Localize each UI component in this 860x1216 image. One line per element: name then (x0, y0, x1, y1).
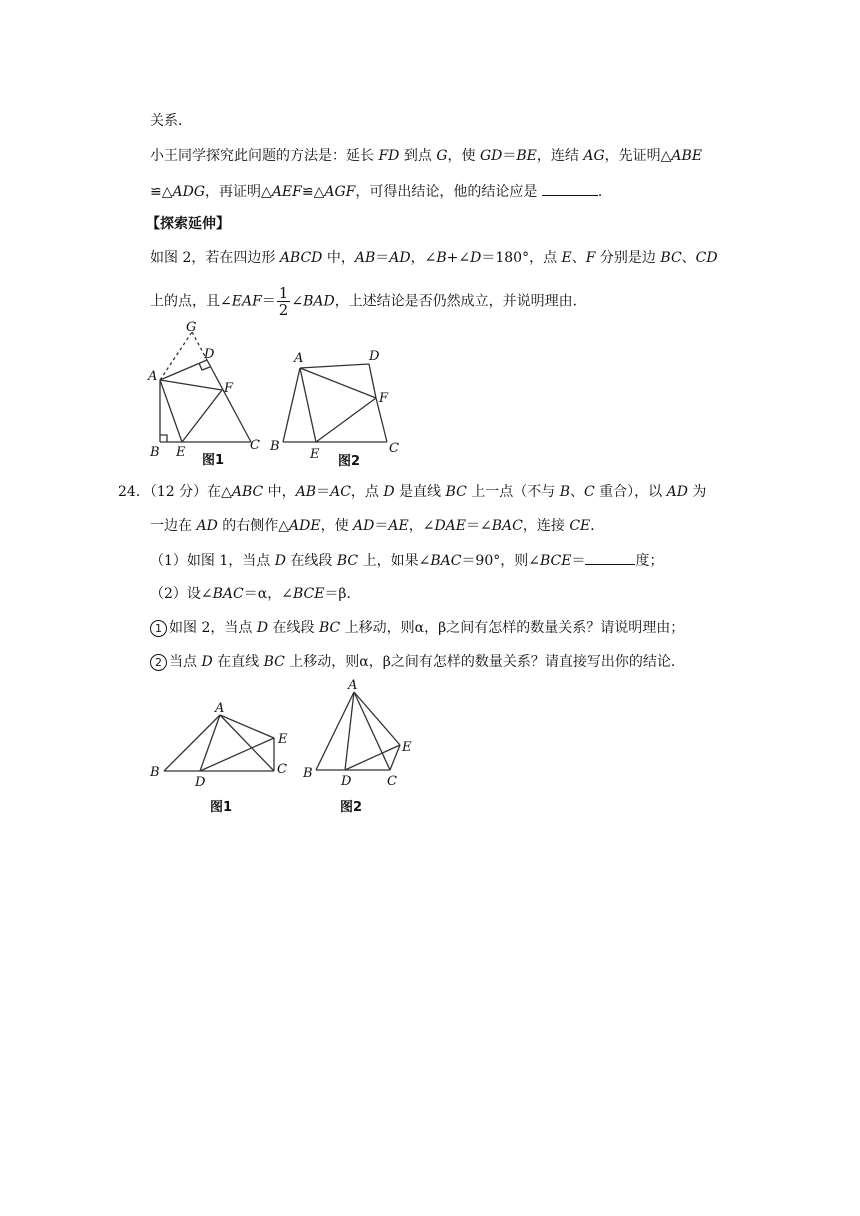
label-c: C (277, 762, 287, 777)
label-e: E (176, 445, 186, 460)
fraction-one-half: $\frac{1}{2}$ (278, 284, 289, 319)
segment-ad (200, 715, 220, 771)
segment-ad (300, 364, 369, 368)
q23-figure-2 (266, 344, 406, 470)
segment-ab (316, 692, 354, 770)
figure-caption: 图2 (340, 800, 363, 815)
label-d: D (195, 775, 206, 790)
segment-af (160, 380, 222, 390)
q24-line-2: 一边在 AD 的右侧作△ADE，使 AD＝AE，∠DAE＝∠BAC，连接 CE． (150, 518, 605, 534)
label-f: F (224, 381, 234, 396)
q23-line-3: ≌△ADG，再证明△AEF≌△AGF，可得出结论，他的结论应是 ． (150, 181, 612, 202)
label-d: D (341, 774, 352, 789)
label-b: B (150, 445, 160, 460)
segment-af (300, 368, 376, 398)
figure-caption: 图1 (202, 453, 225, 468)
label-e: E (402, 740, 412, 755)
figure-caption: 图2 (338, 454, 361, 469)
answer-blank[interactable] (542, 181, 598, 196)
q24-figure-1 (144, 698, 304, 820)
label-e: E (310, 447, 320, 462)
figure-caption: 图1 (210, 800, 233, 815)
label-c: C (389, 441, 399, 456)
label-d: D (369, 349, 380, 364)
circled-number-1: 1 (150, 620, 167, 637)
q23-figure-1 (140, 318, 270, 470)
q23-line-6: 上的点，且∠EAF＝ $\frac{1}{2}$ ∠BAD，上述结论是否仍然成立，并说明理由． (150, 284, 587, 319)
q24-part-1: （1）如图 1，当点 D 在线段 BC 上，如果∠BAC＝90°，则∠BCE＝ 度； (150, 550, 663, 571)
segment-ae (354, 692, 400, 745)
q24-figure-2 (298, 675, 428, 820)
right-angle-mark-d (199, 363, 210, 370)
segment-ef (316, 398, 376, 442)
q23-line-2: 小王同学探究此问题的方法是：延长 FD 到点 G，使 GD＝BE，连结 AG，先证明△ABE (150, 148, 703, 164)
label-b: B (270, 439, 280, 454)
segment-ad (345, 692, 354, 770)
label-c: C (387, 774, 397, 789)
q23-line-5: 如图 2，若在四边形 ABCD 中，AB＝AD，∠B+∠D＝180°，点 E、F 分别是边 BC、CD (150, 250, 718, 266)
q24-part-2: （2）设∠BAC＝α，∠BCE＝β． (150, 586, 361, 602)
segment-ab (283, 368, 300, 442)
segment-ac (220, 715, 274, 771)
label-a: A (215, 701, 225, 716)
segment-de (200, 738, 274, 771)
segment-ae (220, 715, 274, 738)
label-f: F (379, 391, 389, 406)
label-c: C (250, 438, 260, 453)
label-a: A (148, 369, 158, 384)
label-e: E (278, 732, 288, 747)
circled-number-2: 2 (150, 654, 167, 671)
segment-ab (164, 715, 220, 771)
section-heading: 【探索延伸】 (146, 216, 230, 232)
label-b: B (303, 766, 313, 781)
answer-blank[interactable] (585, 550, 635, 565)
label-a: A (348, 678, 358, 693)
right-angle-mark-b (160, 435, 167, 442)
q24-subpart-2: 2 当点 D 在直线 BC 上移动，则α，β之间有怎样的数量关系？请直接写出你的结论． (150, 652, 685, 672)
label-a: A (294, 351, 304, 366)
segment-ef (182, 390, 222, 442)
q24-subpart-1: 1 如图 2，当点 D 在线段 BC 上移动，则α，β之间有怎样的数量关系？请说明理由； (150, 618, 684, 638)
q23-line-1: 关系． (150, 113, 192, 129)
label-g: G (186, 320, 197, 335)
label-d: D (204, 347, 215, 362)
q24-line-1: 24．（12 分）在△ABC 中，AB＝AC，点 D 是直线 BC 上一点（不与 B、C 重合），以 AD 为 (118, 484, 707, 500)
segment-ae (300, 368, 316, 442)
segment-df (369, 364, 376, 398)
segment-ae (160, 380, 182, 442)
label-b: B (150, 765, 160, 780)
